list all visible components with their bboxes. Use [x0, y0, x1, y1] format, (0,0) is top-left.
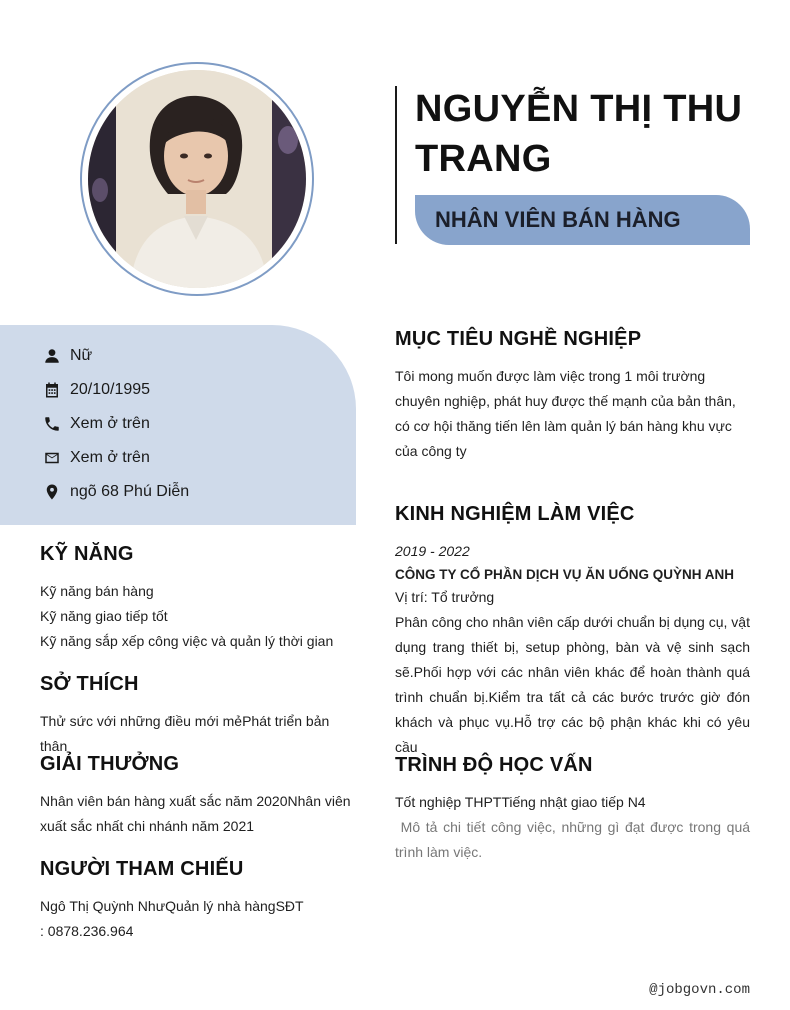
contact-gender-value: Nữ	[70, 347, 93, 364]
contact-address-value: ngõ 68 Phú Diễn	[70, 483, 190, 500]
objective-text: Tôi mong muốn được làm việc trong 1 môi trường chuyên nghiệp, phát huy được thế mạnh của bản thân, có cơ hội thăng tiến lên làm quản lý bán hàng khu vực của công ty	[395, 368, 736, 459]
education-description: Mô tả chi tiết công việc, những gì đạt được trong quá trình làm việc.	[395, 819, 754, 860]
hobbies-heading: SỞ THÍCH	[40, 673, 139, 695]
experience-company: CÔNG TY CỔ PHẦN DỊCH VỤ ĂN UỐNG QUỲNH ANH	[395, 567, 735, 582]
skills-heading: KỸ NĂNG	[40, 543, 134, 565]
skills-list	[40, 579, 360, 654]
contact-gender	[42, 339, 92, 373]
phone-icon	[42, 414, 62, 434]
experience-description: Phân công cho nhân viên cấp dưới chuẩn bị dụng cụ, vật dụng trang thiết bị, setup phòng, bàn và vệ sinh sạch sẽ.Phối hợp với các nhân viên khác để hoàn thành quá trình chuẩn bị.Kiểm tra tất cả các bước trước giờ đón khách và phục vụ.Hỗ trợ các bộ phận khác khi có yêu cầu	[395, 614, 750, 755]
location-pin-icon	[42, 482, 62, 502]
footer-watermark: @jobgovn.com	[649, 982, 750, 998]
avatar	[88, 70, 306, 288]
contact-birthday	[42, 373, 150, 407]
contact-phone	[42, 407, 150, 441]
experience-position: Vị trí: Tổ trưởng	[395, 589, 495, 605]
skill-item: Kỹ năng giao tiếp tốt	[40, 608, 168, 624]
experience-period: 2019 - 2022	[395, 543, 470, 559]
education-heading: TRÌNH ĐỘ HỌC VẤN	[395, 754, 593, 776]
hobbies-text: Thử sức với những điều mới mẻPhát triển bản thân	[40, 713, 330, 754]
calendar-icon	[42, 380, 62, 400]
mail-icon	[42, 448, 62, 468]
references-heading: NGƯỜI THAM CHIẾU	[40, 858, 244, 880]
contact-phone-value: Xem ở trên	[70, 415, 150, 432]
contact-email	[42, 441, 150, 475]
awards-heading: GIẢI THƯỞNG	[40, 753, 180, 775]
skill-item: Kỹ năng sắp xếp công việc và quản lý thời gian	[40, 633, 334, 649]
awards-text: Nhân viên bán hàng xuất sắc năm 2020Nhân viên xuất sắc nhất chi nhánh năm 2021	[40, 793, 351, 834]
objective-heading: MỤC TIÊU NGHỀ NGHIỆP	[395, 328, 642, 350]
contact-address	[42, 475, 189, 509]
experience-heading: KINH NGHIỆM LÀM VIỆC	[395, 503, 635, 525]
contact-birthday-value: 20/10/1995	[70, 381, 151, 398]
skill-item: Kỹ năng bán hàng	[40, 583, 154, 599]
candidate-name: NGUYỄN THỊ THU TRANG	[415, 88, 743, 180]
education-text: Tốt nghiệp THPTTiếng nhật giao tiếp N4	[395, 794, 646, 810]
contact-email-value: Xem ở trên	[70, 449, 150, 466]
header-divider	[395, 86, 397, 244]
job-title: NHÂN VIÊN BÁN HÀNG	[435, 207, 681, 232]
references-text: Ngô Thị Quỳnh NhưQuản lý nhà hàngSĐT : 0878.236.964	[40, 898, 304, 939]
job-title-badge	[415, 195, 750, 245]
person-icon	[42, 346, 62, 366]
avatar-photo	[88, 70, 306, 288]
